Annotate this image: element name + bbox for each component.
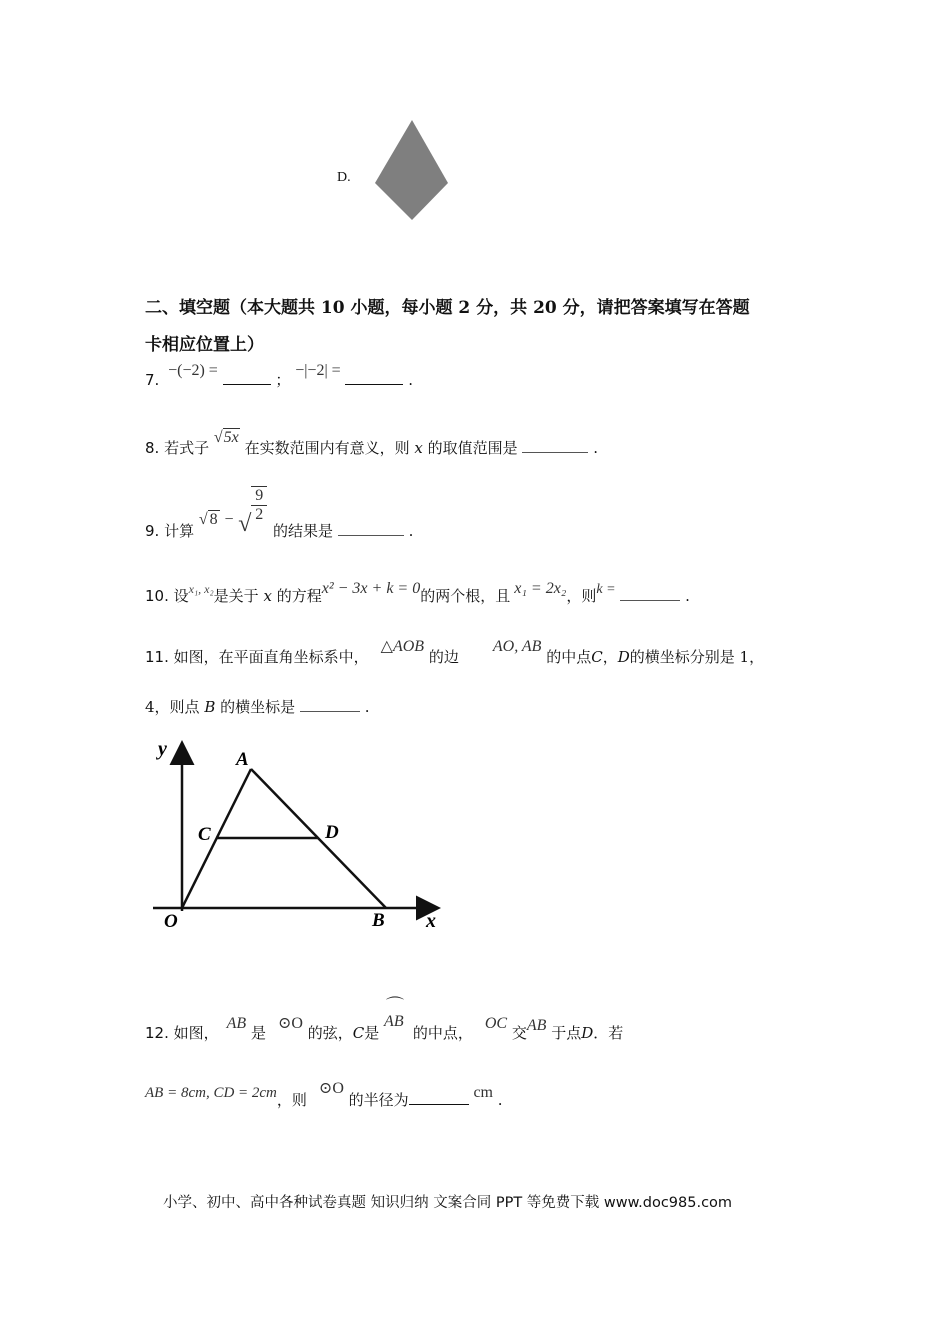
q11-number: 11. bbox=[145, 648, 169, 666]
q9-end: . bbox=[408, 522, 414, 540]
figure-11-coordinate-diagram bbox=[150, 735, 450, 940]
q10-number: 10. bbox=[145, 587, 169, 605]
q9-blank[interactable] bbox=[338, 535, 404, 536]
q10-relation: x₁ = 2x₂ bbox=[514, 580, 567, 597]
q8-sqrt: √5x bbox=[213, 429, 239, 446]
fig-point-d: D bbox=[325, 822, 339, 843]
q7-expr2: −|−2| = bbox=[295, 362, 341, 379]
q10-k-expr: k = bbox=[596, 582, 616, 597]
q7-blank1[interactable] bbox=[223, 384, 271, 385]
q12-c: C bbox=[352, 1024, 365, 1042]
q7-blank2[interactable] bbox=[345, 384, 403, 385]
question-10 bbox=[145, 580, 690, 608]
q12-unit: cm bbox=[473, 1084, 493, 1101]
question-8 bbox=[145, 429, 598, 459]
question-9 bbox=[145, 487, 414, 552]
fig-point-a: A bbox=[236, 749, 249, 770]
fig-y-label: y bbox=[158, 738, 167, 760]
fig-point-b: B bbox=[372, 910, 385, 931]
q12-given: AB = 8cm, CD = 2cm bbox=[145, 1085, 277, 1101]
fig-x-label: x bbox=[426, 910, 436, 932]
footer-text: 小学、初中、高中各种试卷真题 知识归纳 文案合同 PPT 等免费下载 www.doc985.com bbox=[163, 1195, 733, 1211]
section-heading-line2: 卡相应位置上） bbox=[145, 335, 264, 355]
q12-arc-ab: ⌒ AB bbox=[384, 996, 405, 1030]
q9-post: 的结果是 bbox=[273, 522, 334, 540]
q7-number: 7. bbox=[145, 371, 160, 389]
q10-mid1: 是关于 bbox=[213, 587, 259, 605]
q9-sqrt2: √ $\frac{9}{2}$ bbox=[238, 508, 268, 548]
q8-mid: 在实数范围内有意义，则 bbox=[244, 439, 410, 457]
q12-mid: 的中点， bbox=[412, 1024, 473, 1042]
q12-blank[interactable] bbox=[409, 1104, 469, 1105]
q11-mid1: 的边 bbox=[428, 648, 459, 666]
q11-d: D bbox=[617, 648, 630, 666]
q8-pre: 若式子 bbox=[164, 439, 210, 457]
q12-d: D bbox=[581, 1024, 594, 1042]
q10-end: . bbox=[685, 587, 690, 605]
q11-comma: ， bbox=[602, 648, 618, 666]
fig-point-c: C bbox=[198, 824, 211, 845]
q9-rad1: 8 bbox=[209, 511, 218, 528]
q10-var: x bbox=[263, 587, 272, 605]
q12-is2: 是 bbox=[364, 1024, 380, 1042]
fig-origin-label: O bbox=[164, 911, 178, 932]
q12-radius: 的半径为 bbox=[348, 1091, 409, 1109]
question-12-line2 bbox=[145, 1080, 503, 1111]
kite-shape bbox=[372, 118, 452, 224]
q11-sides: AO, AB bbox=[492, 638, 542, 655]
q7-end: . bbox=[408, 371, 414, 389]
q11-line2-post: 的横坐标是 bbox=[220, 698, 296, 716]
q12-ab1: AB bbox=[226, 1015, 247, 1032]
q9-pre: 计算 bbox=[164, 522, 195, 540]
q8-blank[interactable] bbox=[522, 452, 588, 453]
q10-mid2: 的方程 bbox=[276, 587, 322, 605]
q11-triangle: △AOB bbox=[380, 638, 425, 655]
question-11-line2 bbox=[145, 697, 370, 717]
q12-end: . bbox=[497, 1091, 503, 1109]
q12-circle-o2: ⊙O bbox=[318, 1080, 344, 1097]
q11-pre: 如图，在平面直角坐标系中， bbox=[173, 648, 369, 666]
q12-chord: 的弦， bbox=[307, 1024, 353, 1042]
q10-equation: x² − 3x + k = 0 bbox=[321, 580, 421, 597]
q12-arc-mark: ⌒ bbox=[386, 996, 405, 1016]
q12-at: 于点 bbox=[551, 1024, 582, 1042]
q10-mid4: ，则 bbox=[566, 587, 597, 605]
q12-number: 12. bbox=[145, 1024, 169, 1042]
q9-sqrt1: √ 8 bbox=[198, 511, 218, 528]
q9-frac-num: 9 bbox=[251, 487, 267, 506]
q9-frac-den: 2 bbox=[255, 506, 264, 523]
q12-ab2: AB bbox=[526, 1017, 547, 1034]
q8-var: x bbox=[414, 439, 423, 457]
q12-pre: 如图， bbox=[173, 1024, 219, 1042]
q10-mid3: 的两个根，且 bbox=[420, 587, 511, 605]
q11-blank[interactable] bbox=[300, 711, 360, 712]
q10-blank[interactable] bbox=[620, 600, 680, 601]
q11-end: . bbox=[364, 698, 370, 716]
q9-number: 9. bbox=[145, 522, 160, 540]
q7-expr1: −(−2) = bbox=[168, 362, 218, 379]
q8-end: . bbox=[593, 439, 598, 457]
q7-separator: ； bbox=[275, 371, 291, 389]
q11-line2-pre: 4，则点 bbox=[145, 698, 200, 716]
q10-pre: 设 bbox=[173, 587, 189, 605]
question-11 bbox=[145, 638, 765, 668]
question-7 bbox=[145, 362, 414, 391]
q12-cross: 交 bbox=[511, 1024, 527, 1042]
q12-circle-o: ⊙O bbox=[278, 1015, 303, 1032]
q9-minus: − bbox=[224, 511, 234, 528]
q12-ruo: ．若 bbox=[593, 1024, 624, 1042]
q8-post: 的取值范围是 bbox=[427, 439, 518, 457]
q11-c: C bbox=[591, 648, 603, 666]
q8-radicand: 5x bbox=[223, 429, 239, 446]
q12-is: 是 bbox=[250, 1024, 266, 1042]
question-12 bbox=[145, 996, 624, 1044]
q8-number: 8. bbox=[145, 439, 160, 457]
q10-roots: x₁, x₂ bbox=[188, 582, 214, 596]
q12-ze: ，则 bbox=[276, 1091, 307, 1109]
option-d-label: D. bbox=[337, 170, 351, 185]
section-heading-line1: 二、填空题（本大题共 10 小题，每小题 2 分，共 20 分，请把答案填写在答题 bbox=[145, 298, 750, 318]
q11-mid2: 的中点 bbox=[546, 648, 592, 666]
q12-oc: OC bbox=[484, 1015, 508, 1032]
q11-mid3: 的横坐标分别是 1， bbox=[629, 648, 765, 666]
q11-b: B bbox=[204, 698, 216, 716]
